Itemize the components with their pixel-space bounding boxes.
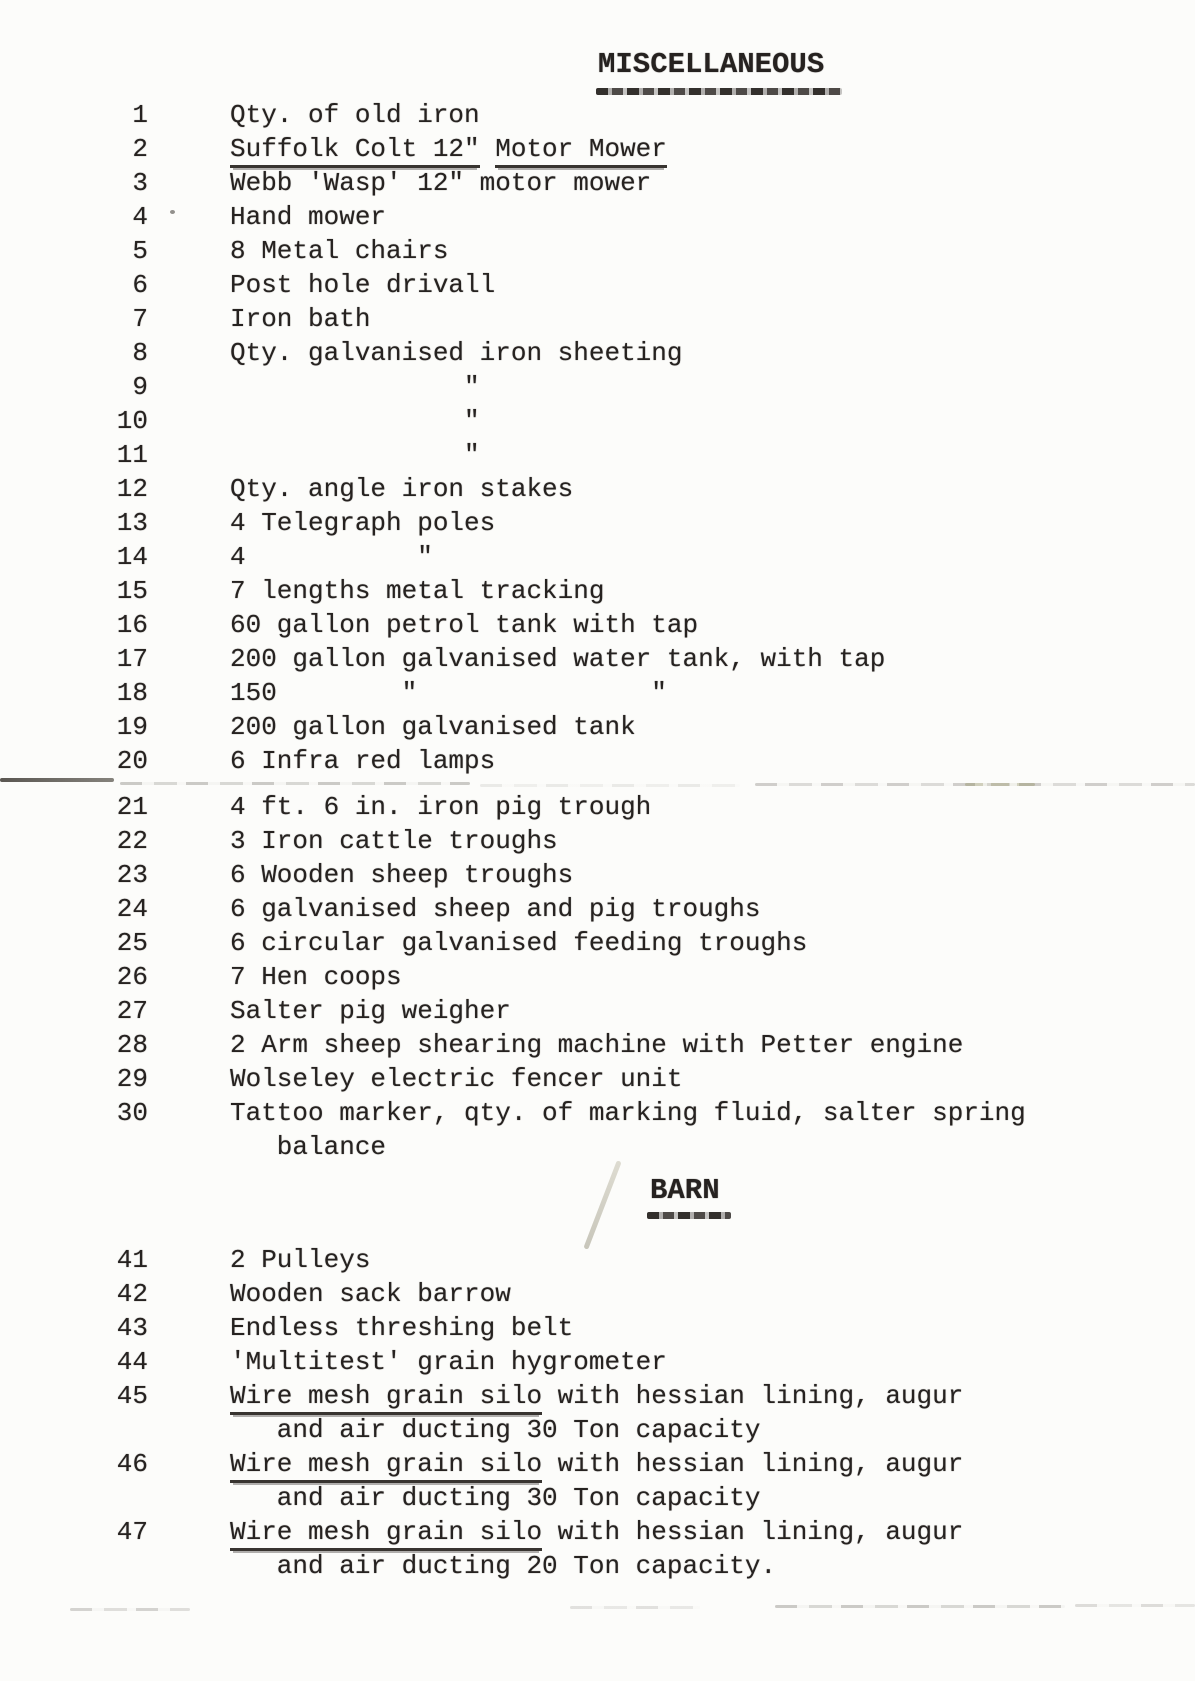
item-text: 2 Arm sheep shearing machine with Petter engine [230,1030,964,1060]
item-number: 28 [116,1030,148,1060]
item-text: 7 Hen coops [230,962,402,992]
item-text: and air ducting 30 Ton capacity [230,1483,761,1513]
item-text: 4 " [230,542,433,572]
list-item [0,1311,1195,1345]
item-number: 26 [116,962,148,992]
list-item [0,1243,1195,1277]
list-item [0,1096,1195,1130]
list-item-continuation [0,1130,1195,1164]
underlined-text: Suffolk Colt 12" [230,134,480,168]
item-text: Wire mesh grain silo with hessian lining, augur [230,1379,963,1413]
item-text: Wire mesh grain silo with hessian lining, augur [230,1515,963,1549]
item-text: 8 Metal chairs [230,236,449,266]
list-item [0,744,1195,778]
item-text: 2 Pulleys [230,1245,371,1275]
item-text: Iron bath [230,304,371,334]
list-item [0,438,1195,472]
item-number: 17 [116,644,148,674]
fold-crease-horizontal-2-c [775,1605,1065,1608]
list-item [0,268,1195,302]
item-number: 15 [116,576,148,606]
list-item [0,370,1195,404]
item-number: 44 [116,1347,148,1377]
list-item-continuation [0,1549,1195,1583]
item-text: " [230,440,480,470]
item-number: 46 [116,1449,148,1479]
list-item [0,790,1195,824]
item-text: 6 Infra red lamps [230,746,496,776]
section-title-miscellaneous-underline [596,88,842,95]
item-number: 7 [132,304,148,334]
section-title-miscellaneous: MISCELLANEOUS [598,48,825,81]
fold-crease-horizontal-2-a [70,1608,190,1611]
underlined-text: Motor Mower [495,134,667,168]
item-text: 60 gallon petrol tank with tap [230,610,699,640]
item-text: Webb 'Wasp' 12" motor mower [230,168,652,198]
list-item [0,234,1195,268]
item-number: 9 [132,372,148,402]
item-number: 21 [116,792,148,822]
list-item [0,1379,1195,1413]
list-item [0,1515,1195,1549]
item-number: 20 [116,746,148,776]
item-number: 14 [116,542,148,572]
item-number: 41 [116,1245,148,1275]
item-text: Tattoo marker, qty. of marking fluid, salter spring [230,1098,1026,1128]
fold-crease-horizontal-2-b [570,1606,700,1609]
item-number: 1 [132,100,148,130]
item-text: Wolseley electric fencer unit [230,1064,683,1094]
item-number: 10 [116,406,148,436]
list-item [0,98,1195,132]
list-item [0,858,1195,892]
list-item [0,994,1195,1028]
item-text: 4 Telegraph poles [230,508,496,538]
item-text: and air ducting 30 Ton capacity [230,1415,761,1445]
list-item [0,302,1195,336]
item-number: 4 [132,202,148,232]
list-item [0,608,1195,642]
item-text: 7 lengths metal tracking [230,576,605,606]
list-item [0,1277,1195,1311]
item-number: 29 [116,1064,148,1094]
item-number: 27 [116,996,148,1026]
list-item [0,574,1195,608]
item-text: Wooden sack barrow [230,1279,511,1309]
underlined-text: Wire mesh grain silo [230,1381,542,1415]
item-number: 2 [132,134,148,164]
item-number: 5 [132,236,148,266]
fold-crease-horizontal-1-left [0,778,114,782]
item-number: 24 [116,894,148,924]
item-text: 150 " " [230,678,667,708]
list-item [0,926,1195,960]
item-text: " [230,372,480,402]
fold-crease-horizontal-1-mid [120,782,470,785]
item-text: 6 circular galvanised feeding troughs [230,928,808,958]
fold-crease-horizontal-1-faint [480,784,740,787]
list-item [0,1028,1195,1062]
list-item-continuation [0,1481,1195,1515]
section-title-barn: BARN [650,1174,720,1207]
item-number: 6 [132,270,148,300]
list-item [0,404,1195,438]
item-number: 12 [116,474,148,504]
item-number: 43 [116,1313,148,1343]
fold-crease-horizontal-2-d [1075,1604,1195,1607]
item-text: 4 ft. 6 in. iron pig trough [230,792,652,822]
list-item [0,1345,1195,1379]
item-text: Qty. angle iron stakes [230,474,574,504]
item-text: and air ducting 20 Ton capacity. [230,1551,777,1581]
list-item [0,540,1195,574]
list-item [0,824,1195,858]
fold-crease-olive-tint [965,783,1035,786]
item-number: 8 [132,338,148,368]
item-number: 25 [116,928,148,958]
item-number: 3 [132,168,148,198]
item-number: 22 [116,826,148,856]
list-item [0,506,1195,540]
item-text: 'Multitest' grain hygrometer [230,1347,667,1377]
item-number [0,1549,148,1583]
list-item [0,166,1195,200]
item-text: Qty. galvanised iron sheeting [230,338,683,368]
item-number: 42 [116,1279,148,1309]
item-number: 47 [116,1517,148,1547]
list-item [0,336,1195,370]
item-number: 18 [116,678,148,708]
item-text: 3 Iron cattle troughs [230,826,558,856]
item-number [0,1413,148,1447]
list-item [0,1447,1195,1481]
item-text [230,132,667,166]
list-item [0,892,1195,926]
item-number: 30 [116,1098,148,1128]
section-title-barn-underline [647,1212,731,1219]
barn-list [0,1243,1195,1583]
list-item [0,132,1195,166]
item-text: 200 gallon galvanised water tank, with tap [230,644,886,674]
list-item [0,1062,1195,1096]
item-text: Hand mower [230,202,387,232]
list-item [0,960,1195,994]
item-text: Endless threshing belt [230,1313,574,1343]
ink-speck [170,210,175,214]
item-text: 6 Wooden sheep troughs [230,860,574,890]
list-item [0,710,1195,744]
miscellaneous-list [0,98,1195,1164]
item-number: 16 [116,610,148,640]
item-number: 19 [116,712,148,742]
item-number [0,1130,148,1164]
underlined-text: Wire mesh grain silo [230,1449,542,1483]
item-text: Post hole drivall [230,270,496,300]
item-number [0,1481,148,1515]
item-text: Wire mesh grain silo with hessian lining, augur [230,1447,963,1481]
item-text: Salter pig weigher [230,996,511,1026]
list-item [0,642,1195,676]
list-item [0,472,1195,506]
item-text: balance [230,1132,387,1162]
underlined-text: Wire mesh grain silo [230,1517,542,1551]
item-text: Qty. of old iron [230,100,480,130]
list-item [0,200,1195,234]
list-item [0,676,1195,710]
item-number: 13 [116,508,148,538]
item-text: " [230,406,480,436]
item-number: 23 [116,860,148,890]
list-item-continuation [0,1413,1195,1447]
item-number: 11 [116,440,148,470]
item-number: 45 [116,1381,148,1411]
item-text: 200 gallon galvanised tank [230,712,636,742]
diagonal-crease-mark [583,1160,621,1250]
item-text: 6 galvanised sheep and pig troughs [230,894,761,924]
